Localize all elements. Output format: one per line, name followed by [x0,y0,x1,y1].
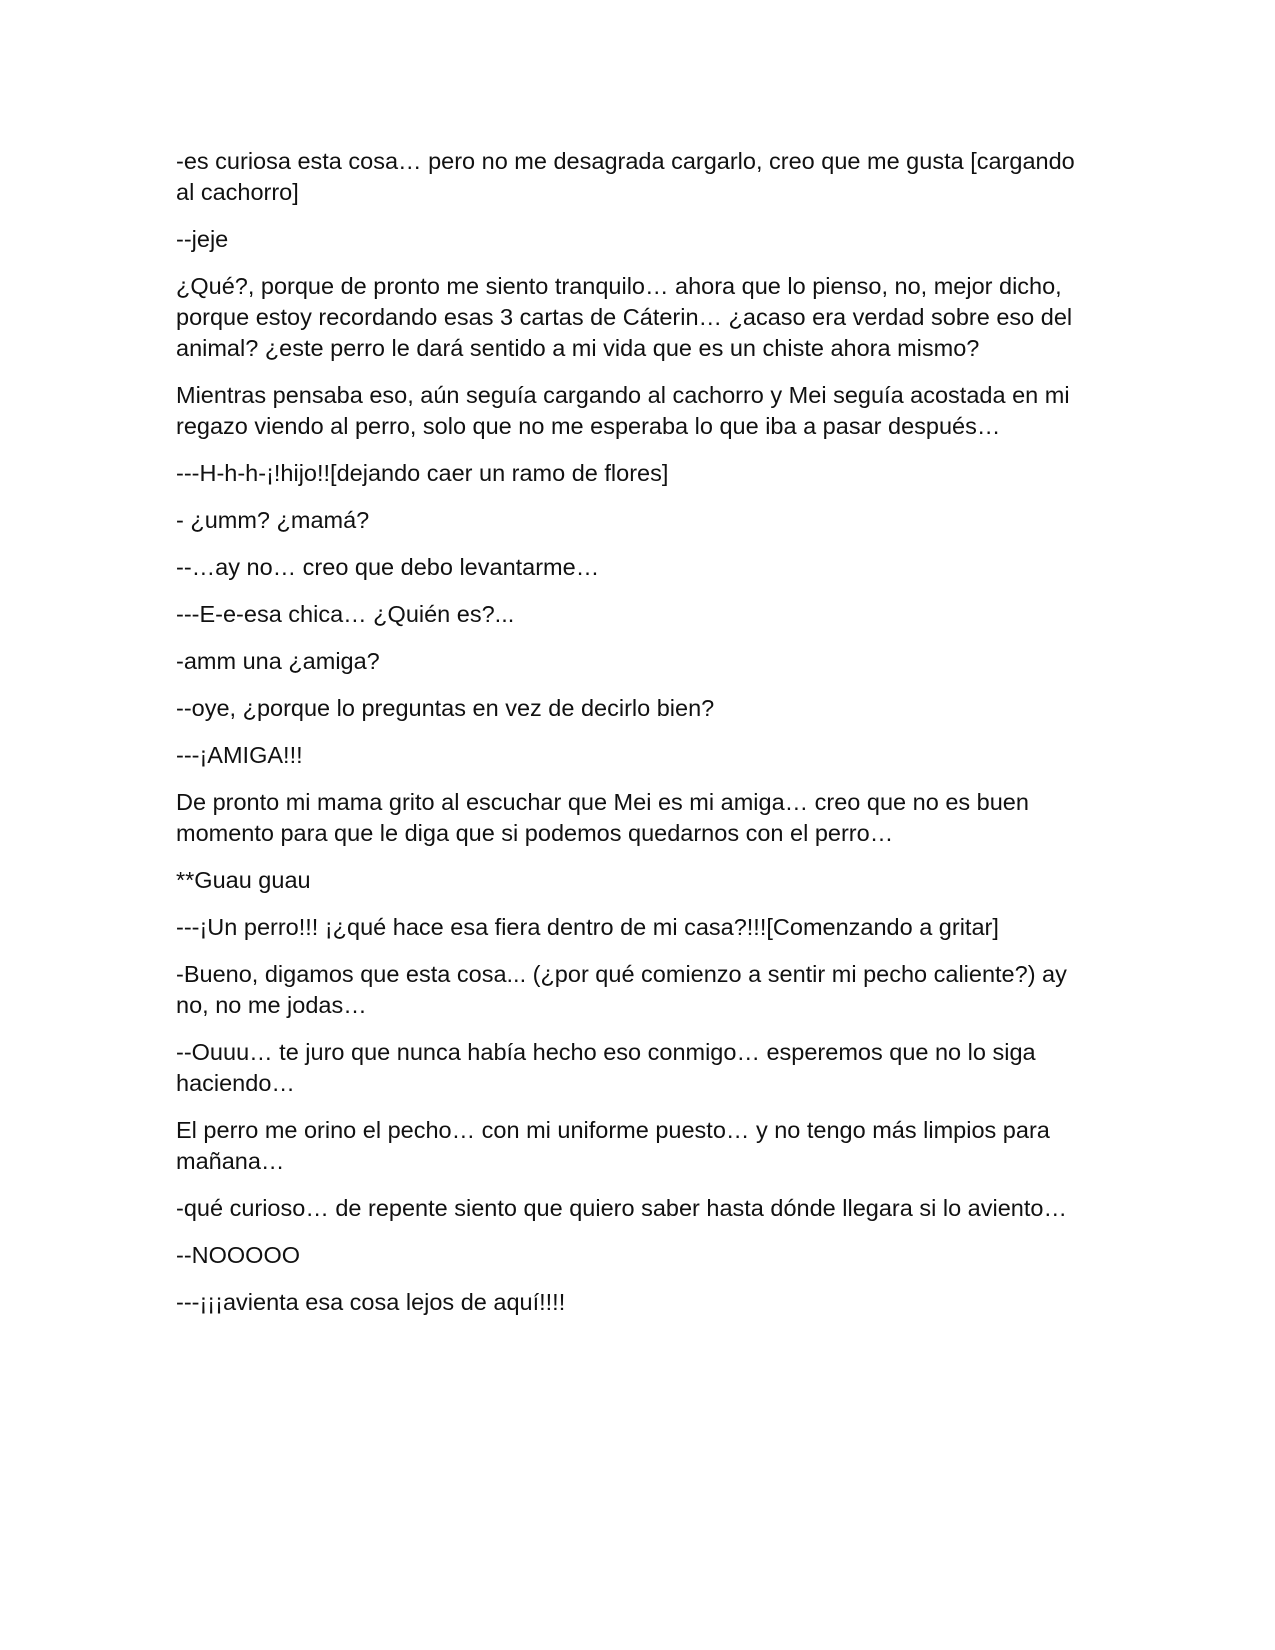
paragraph: -qué curioso… de repente siento que quiero saber hasta dónde llegara si lo aviento… [176,1195,1067,1221]
paragraph: ---¡¡¡avienta esa cosa lejos de aquí!!!! [176,1289,566,1315]
paragraph: ---¡AMIGA!!! [176,742,303,768]
paragraph: Mientras pensaba eso, aún seguía cargando al cachorro y Mei seguía acostada en mi regazo viendo al perro, solo que no me esperaba lo que iba a pasar después… [176,382,1077,439]
paragraph: ---¡Un perro!!! ¡¿qué hace esa fiera dentro de mi casa?!!![Comenzando a gritar] [176,914,999,940]
paragraph: --…ay no… creo que debo levantarme… [176,554,600,580]
paragraph: -amm una ¿amiga? [176,648,380,674]
paragraph: **Guau guau [176,867,311,893]
paragraph: De pronto mi mama grito al escuchar que Mei es mi amiga… creo que no es buen momento para que le diga que si podemos quedarnos con el perro… [176,789,1036,846]
paragraph: ---H-h-h-¡!hijo!![dejando caer un ramo de flores] [176,460,669,486]
paragraph: --oye, ¿porque lo preguntas en vez de decirlo bien? [176,695,715,721]
paragraph: -es curiosa esta cosa… pero no me desagrada cargarlo, creo que me gusta [cargando al cachorro] [176,148,1082,205]
paragraph: - ¿umm? ¿mamá? [176,507,370,533]
paragraph: El perro me orino el pecho… con mi uniforme puesto… y no tengo más limpios para mañana… [176,1117,1057,1174]
paragraph: ¿Qué?, porque de pronto me siento tranquilo… ahora que lo pienso, no, mejor dicho, porque estoy recordando esas 3 cartas de Cáterin… ¿acaso era verdad sobre eso del animal? ¿este perro le dará sentido a mi vida que es un chiste ahora mismo? [176,273,1079,361]
paragraph: -Bueno, digamos que esta cosa... (¿por qué comienzo a sentir mi pecho caliente?) ay no, no me jodas… [176,961,1074,1018]
paragraph: --Ouuu… te juro que nunca había hecho eso conmigo… esperemos que no lo siga haciendo… [176,1039,1043,1096]
paragraph: ---E-e-esa chica… ¿Quién es?... [176,601,515,627]
document-body [176,146,1096,1334]
paragraph: --NOOOOO [176,1242,301,1268]
paragraph: --jeje [176,226,229,252]
